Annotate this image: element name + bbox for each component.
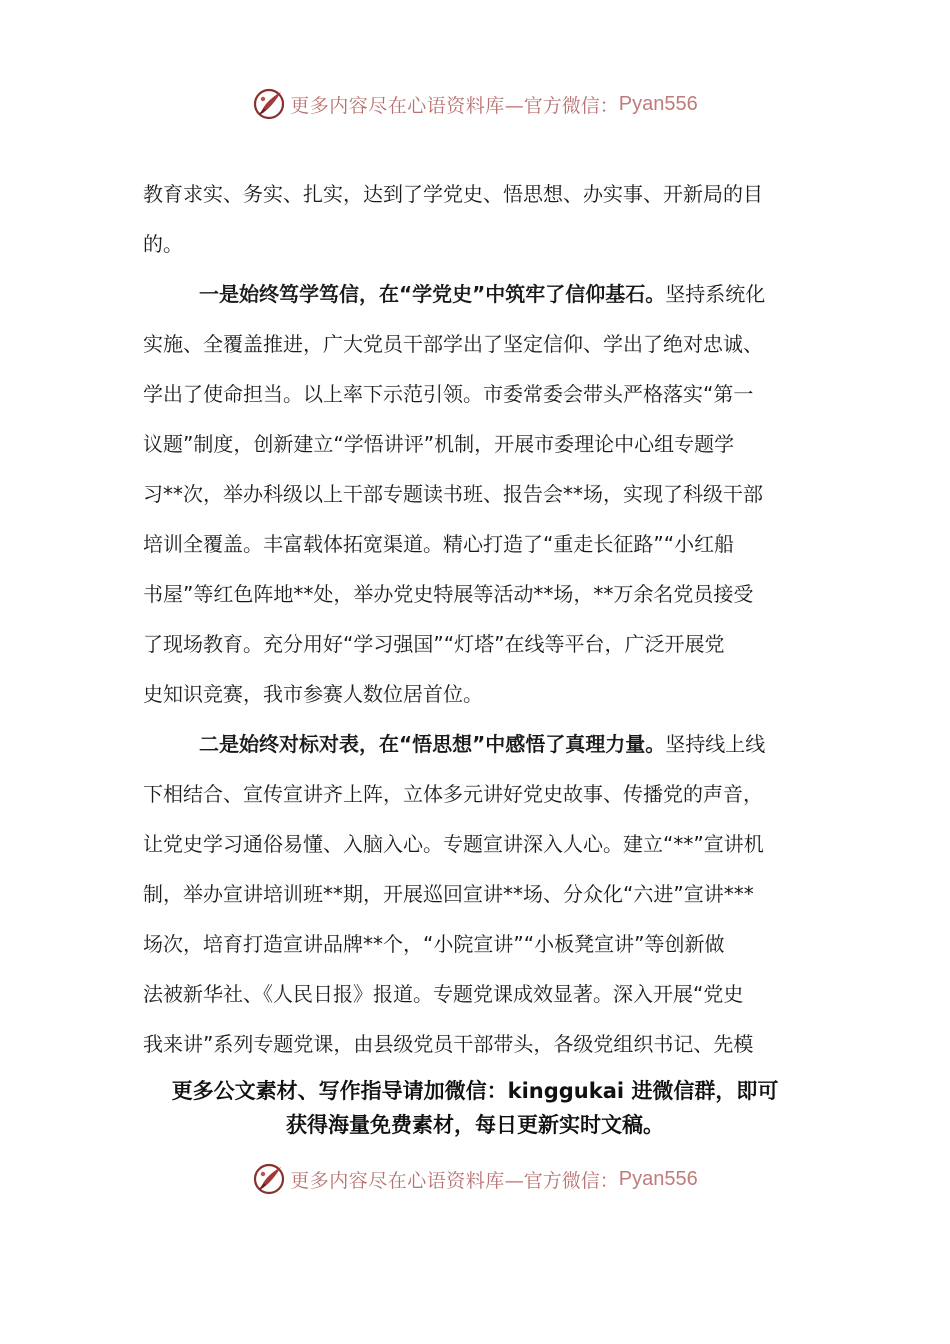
section-heading-bold: 二是始终对标对表，在“悟思想”中感悟了真理力量。 (199, 732, 666, 756)
section-heading-line (143, 272, 803, 322)
body-line: 议题”制度，创新建立“学悟讲评”机制，开展市委理论中心组专题学 (143, 432, 735, 456)
footer-banner (0, 1159, 950, 1199)
section-heading-rest: 坚持线上线 (665, 732, 766, 756)
body-line: 实施、全覆盖推进，广大党员干部学出了坚定信仰、学出了绝对忠诚、 (143, 332, 763, 356)
banner-separator: —官方微信： (504, 94, 619, 117)
body-line: 法被新华社、《人民日报》报道。专题党课成效显著。深入开展“党史 (143, 982, 744, 1006)
header-banner (0, 84, 950, 124)
body-line: 下相结合、宣传宣讲齐上阵，立体多元讲好党史故事、传播党的声音， (143, 782, 763, 806)
section-heading-line (143, 722, 803, 772)
body-line: 我来讲”系列专题党课，由县级党员干部带头，各级党组织书记、先模 (143, 1032, 754, 1056)
promo-line-2: 获得海量免费素材，每日更新实时文稿。 (286, 1113, 664, 1137)
promo-notice (0, 1074, 950, 1142)
body-line: 培训全覆盖。丰富载体拓宽渠道。精心打造了“重走长征路”“小红船 (143, 532, 735, 556)
body-line: 史知识竞赛，我市参赛人数位居首位。 (143, 682, 483, 706)
banner-title: 更多内容尽在心语资料库 (290, 94, 505, 117)
body-line: 教育求实、务实、扎实，达到了学党史、悟思想、办实事、开新局的目 (143, 182, 763, 206)
section-heading-rest: 坚持系统化 (665, 282, 766, 306)
promo-line-1: 更多公文素材、写作指导请加微信：kinggukai 进微信群，即可 (171, 1079, 779, 1103)
body-line: 了现场教育。充分用好“学习强国”“灯塔”在线等平台，广泛开展党 (143, 632, 725, 656)
body-line: 书屋”等红色阵地**处，举办党史特展等活动**场，**万余名党员接受 (143, 582, 754, 606)
body-line: 场次，培育打造宣讲品牌**个，“小院宣讲”“小板凳宣讲”等创新做 (143, 932, 725, 956)
body-line: 的。 (143, 232, 183, 256)
body-line: 让党史学习通俗易懂、入脑入心。专题宣讲深入人心。建立“**”宣讲机 (143, 832, 764, 856)
banner-wechat-account: Pyan556 (618, 1167, 698, 1190)
quill-pen-logo-icon (252, 87, 286, 121)
body-line: 习**次，举办科级以上干部专题读书班、报告会**场，实现了科级干部 (143, 482, 763, 506)
banner-wechat-account: Pyan556 (618, 92, 698, 115)
quill-pen-logo-icon (252, 1162, 286, 1196)
banner-title: 更多内容尽在心语资料库 (290, 1169, 505, 1192)
section-heading-bold: 一是始终笃学笃信，在“学党史”中筑牢了信仰基石。 (199, 282, 666, 306)
body-line: 学出了使命担当。以上率下示范引领。市委常委会带头严格落实“第一 (143, 382, 754, 406)
banner-separator: —官方微信： (504, 1169, 619, 1192)
body-line: 制，举办宣讲培训班**期，开展巡回宣讲**场、分众化“六进”宣讲*** (143, 882, 754, 906)
document-body (143, 172, 803, 1072)
